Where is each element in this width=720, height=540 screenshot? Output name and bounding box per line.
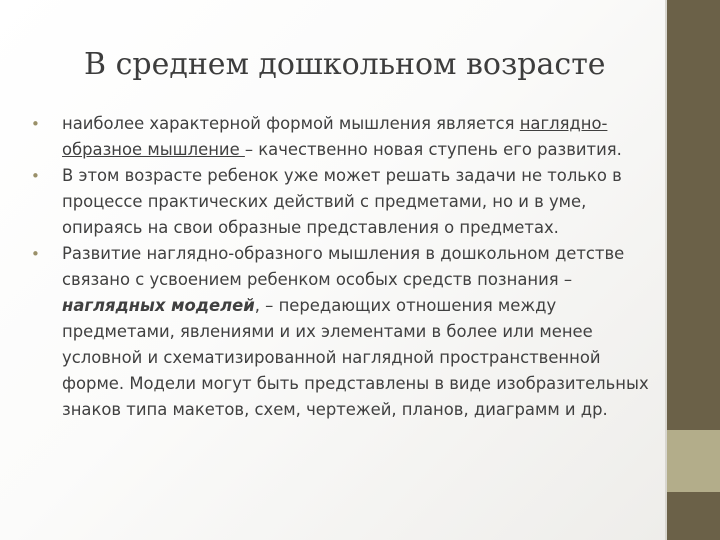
bullet-marker: • <box>31 245 40 263</box>
bullet-3-emphasis-term: наглядных моделей <box>62 296 255 315</box>
bullet-1-text: наиболее характерной формой мышления является <box>62 114 520 133</box>
bullet-item-2 <box>31 163 652 241</box>
bullet-marker: • <box>31 115 40 133</box>
side-band-edge <box>665 0 667 540</box>
bullet-list <box>31 111 652 423</box>
bullet-3-text: Развитие наглядно-образного мышления в дошкольном детстве связано с усвоением ребенком особых средств познания – <box>62 244 625 289</box>
bullet-2-text: В этом возрасте ребенок уже может решать задачи не только в процессе практических действий с предметами, но и в уме, опираясь на свои образные представления о предметах. <box>62 166 622 237</box>
side-decoration-accent <box>665 430 720 492</box>
bullet-item-1 <box>31 111 652 163</box>
bullet-marker: • <box>31 167 40 185</box>
bullet-1-underlined-term: наглядно-образное мышление <box>62 114 608 159</box>
bullet-3-text-end: , – передающих отношения между предметами, явлениями и их элементами в более или менее условной и схематизированной наглядной пространственной форме. Модели могут быть представлены в виде изобразительных знаков типа макетов, схем, чертежей, планов, диаграмм и др. <box>62 296 649 419</box>
bullet-item-3 <box>31 241 652 423</box>
bullet-1-text-end: – качественно новая ступень его развития. <box>244 140 622 159</box>
slide-title: В среднем дошкольном возрасте <box>84 47 606 82</box>
